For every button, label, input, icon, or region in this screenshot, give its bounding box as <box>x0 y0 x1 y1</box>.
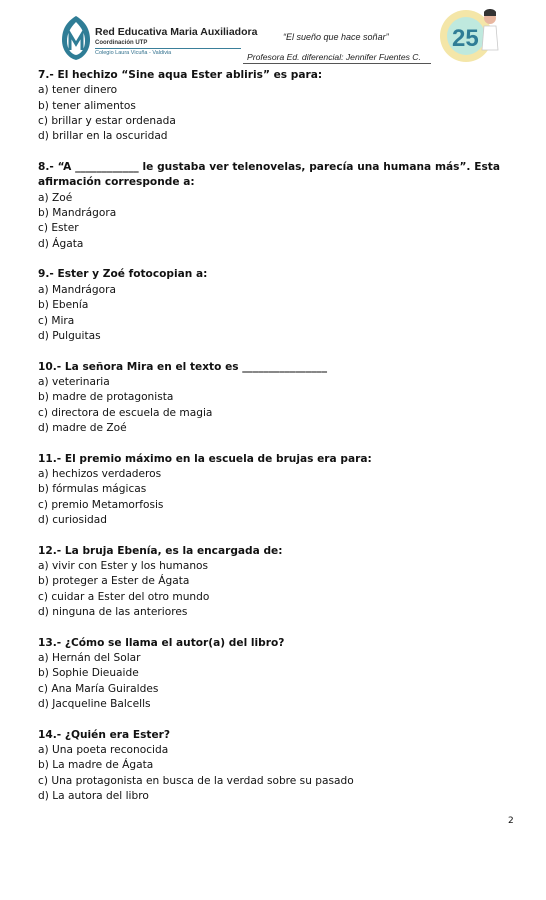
answer-option: b) La madre de Ágata <box>38 759 154 772</box>
anniversary-logo-icon <box>438 4 502 66</box>
question-title: 8.- “A ____________ le gustaba ver telenovelas, parecía una humana más”. Esta afirmación corresponde a: <box>38 161 500 189</box>
school-name: Colegio Laura Vicuña - Valdivia <box>95 50 172 56</box>
answer-option: b) fórmulas mágicas <box>38 483 147 496</box>
answer-option: a) veterinaria <box>38 375 110 388</box>
org-subtitle: Coordinación UTP <box>95 40 148 46</box>
question-title: 11.- El premio máximo en la escuela de brujas era para: <box>38 452 372 465</box>
answer-option: d) Jacqueline Balcells <box>38 698 151 711</box>
answer-option: d) Ágata <box>38 237 84 250</box>
answer-option: b) Ebenía <box>38 299 89 312</box>
org-divider <box>95 48 241 49</box>
question-title: 9.- Ester y Zoé fotocopian a: <box>38 268 208 281</box>
question-title: 12.- La bruja Ebenía, es la encargada de: <box>38 544 283 557</box>
answer-option: d) ninguna de las anteriores <box>38 606 188 619</box>
header-rule <box>243 63 431 64</box>
question-block <box>38 452 500 529</box>
answer-option: c) cuidar a Ester del otro mundo <box>38 590 210 603</box>
answer-option: b) tener alimentos <box>38 99 136 112</box>
question-block <box>38 267 500 344</box>
answer-option: b) madre de protagonista <box>38 391 174 404</box>
school-logo-icon <box>60 14 92 62</box>
answer-option: c) Mira <box>38 314 75 327</box>
question-block <box>38 544 500 621</box>
page-header <box>0 0 546 68</box>
answer-option: c) Ana María Guiraldes <box>38 682 159 695</box>
question-title: 14.- ¿Quién era Ester? <box>38 728 170 741</box>
answer-option: c) Ester <box>38 222 79 235</box>
answer-option: a) Hernán del Solar <box>38 652 141 665</box>
answer-option: d) curiosidad <box>38 513 107 526</box>
org-name: Red Educativa Maria Auxiliadora <box>95 26 258 38</box>
questions-list <box>38 68 500 820</box>
answer-option: a) vivir con Ester y los humanos <box>38 560 209 572</box>
question-title: 7.- El hechizo “Sine aqua Ester abliris” es para: <box>38 69 323 81</box>
question-block <box>38 68 500 145</box>
question-title: 10.- La señora Mira en el texto es ________________ <box>38 360 328 373</box>
question-title: 13.- ¿Cómo se llama el autor(a) del libro? <box>38 636 285 649</box>
answer-option: a) hechizos verdaderos <box>38 467 162 480</box>
answer-option: a) tener dinero <box>38 84 118 97</box>
question-block <box>38 728 500 805</box>
question-block <box>38 160 500 252</box>
question-block <box>38 636 500 713</box>
answer-option: c) directora de escuela de magia <box>38 406 213 419</box>
answer-option: b) Sophie Dieuaide <box>38 667 139 680</box>
answer-option: c) brillar y estar ordenada <box>38 115 176 128</box>
answer-option: a) Zoé <box>38 191 73 204</box>
answer-option: d) madre de Zoé <box>38 421 127 434</box>
answer-option: d) Pulguitas <box>38 329 101 342</box>
answer-option: d) brillar en la oscuridad <box>38 130 168 143</box>
teacher-name: Profesora Ed. diferencial: Jennifer Fuentes C. <box>247 52 421 62</box>
question-block <box>38 360 500 437</box>
answer-option: c) premio Metamorfosis <box>38 498 164 511</box>
answer-option: d) La autora del libro <box>38 790 149 803</box>
answer-option: a) Mandrágora <box>38 283 116 296</box>
page-number: 2 <box>508 816 514 826</box>
answer-option: b) proteger a Ester de Ágata <box>38 575 190 588</box>
answer-option: c) Una protagonista en busca de la verdad sobre su pasado <box>38 774 354 787</box>
answer-option: b) Mandrágora <box>38 207 117 220</box>
motto: “El sueño que hace soñar” <box>283 32 389 42</box>
answer-option: a) Una poeta reconocida <box>38 744 169 757</box>
anniversary-number: 25 <box>452 25 479 52</box>
